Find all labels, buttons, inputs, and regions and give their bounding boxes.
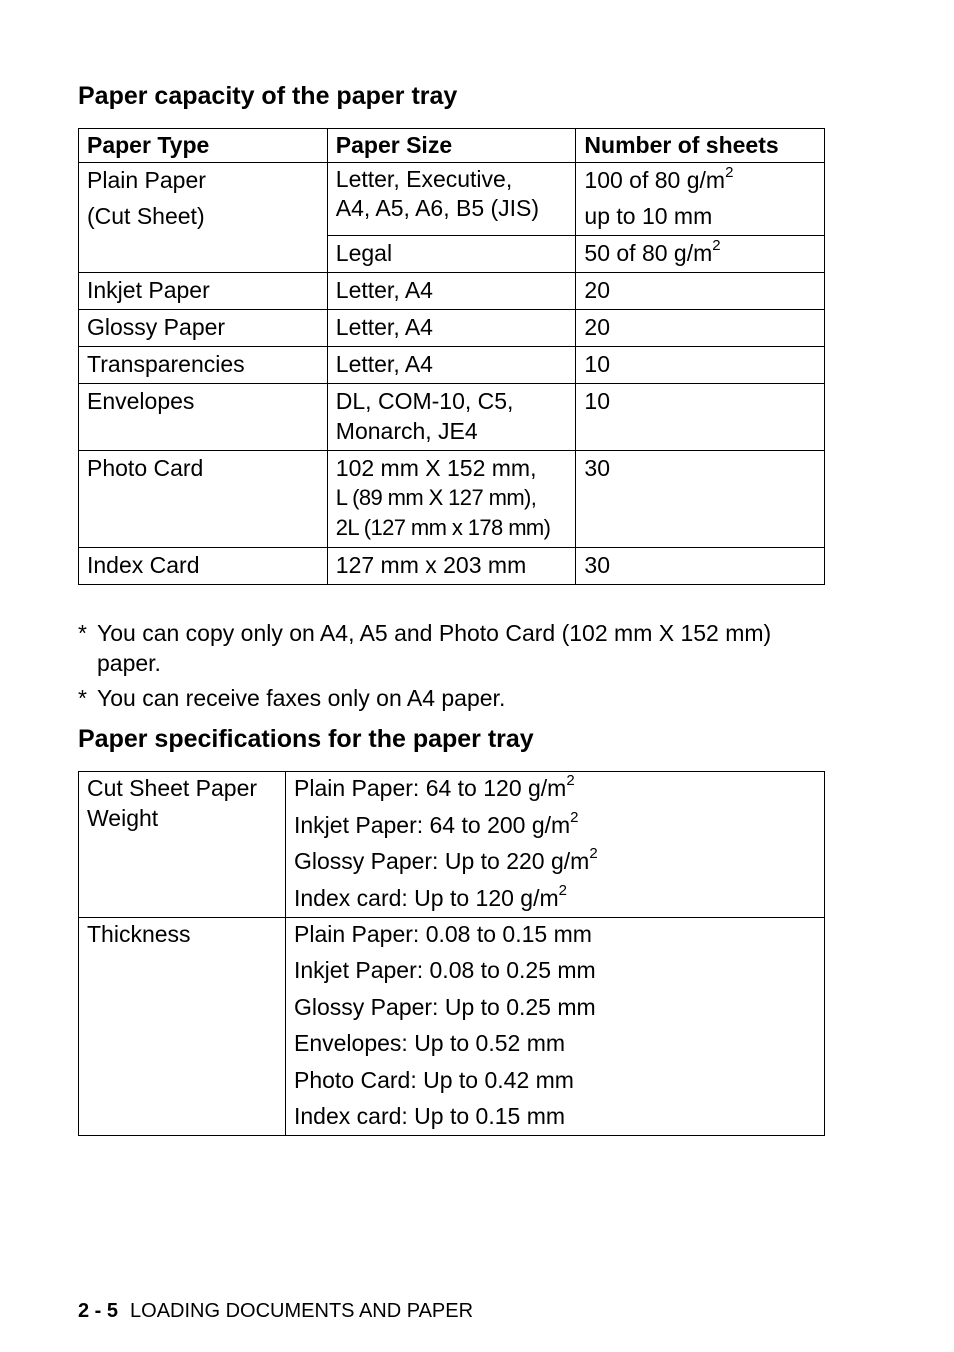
footnotes bbox=[78, 618, 838, 718]
asterisk-marker: * bbox=[78, 620, 87, 646]
cell-paper-size: Legal bbox=[327, 236, 576, 273]
table-row bbox=[79, 163, 825, 236]
cell-number-of-sheets: 100 of 80 $g/m^2$ up to 10 mm bbox=[576, 163, 825, 236]
footnote-text: You can receive faxes only on A4 paper. bbox=[97, 685, 506, 711]
cell-paper-size: Letter, A4 bbox=[327, 310, 576, 347]
cell-thickness-values: Plain Paper: 0.08 to 0.15 mm Inkjet Paper: 0.08 to 0.25 mm Glossy Paper: Up to 0.25 mm Envelopes: Up to 0.52 mm Photo Card: Up to 0.42 mm Index card: Up to 0.15 mm bbox=[286, 917, 825, 1136]
table-row bbox=[79, 917, 825, 1136]
column-header-paper-type: Paper Type bbox=[79, 129, 328, 163]
table-header-row bbox=[79, 129, 825, 163]
cell-paper-type: Transparencies bbox=[79, 347, 328, 384]
cut-sheet-label: (Cut Sheet) bbox=[87, 203, 205, 229]
cell-number-of-sheets: 30 bbox=[576, 451, 825, 548]
cell-weight-label: Cut Sheet Paper Weight bbox=[79, 772, 286, 918]
cell-paper-type: Glossy Paper bbox=[79, 310, 328, 347]
cell-number-of-sheets: 50 of 80 $g/m^2$ bbox=[576, 236, 825, 273]
table-row bbox=[79, 347, 825, 384]
plain-paper-label: Plain Paper bbox=[87, 167, 206, 193]
chapter-title: LOADING DOCUMENTS AND PAPER bbox=[130, 1300, 474, 1322]
cell-paper-type: Envelopes bbox=[79, 384, 328, 451]
footnote-item bbox=[78, 683, 838, 713]
cell-paper-size: Letter, A4 bbox=[327, 347, 576, 384]
table-row bbox=[79, 772, 825, 918]
column-header-number-of-sheets: Number of sheets bbox=[576, 129, 825, 163]
cell-paper-type bbox=[79, 163, 328, 273]
cell-paper-type: Inkjet Paper bbox=[79, 273, 328, 310]
table-row bbox=[79, 451, 825, 548]
cell-paper-size: DL, COM-10, C5, Monarch, JE4 bbox=[327, 384, 576, 451]
column-header-paper-size: Paper Size bbox=[327, 129, 576, 163]
page-footer bbox=[78, 1300, 473, 1323]
cell-paper-size: 102 mm X 152 mm, L (89 mm X 127 mm), 2L (127 mm x 178 mm) bbox=[327, 451, 576, 548]
section-heading-specifications: Paper specifications for the paper tray bbox=[78, 725, 534, 753]
footnote-item bbox=[78, 618, 838, 678]
cell-number-of-sheets: 10 bbox=[576, 347, 825, 384]
cell-paper-size: Letter, Executive, A4, A5, A6, B5 (JIS) bbox=[327, 163, 576, 236]
cell-thickness-label: Thickness bbox=[79, 917, 286, 1136]
table-row bbox=[79, 384, 825, 451]
cell-paper-size: Letter, A4 bbox=[327, 273, 576, 310]
cell-paper-type: Photo Card bbox=[79, 451, 328, 548]
footnote-text: You can copy only on A4, A5 and Photo Card (102 mm X 152 mm) paper. bbox=[97, 620, 772, 676]
cell-weight-values: Plain Paper: 64 to 120 $g/m^2$ Inkjet Paper: 64 to 200 $g/m^2$ Glossy Paper: Up to 220 $g/m^2$ Index card: Up to 120 $g/m^2$ bbox=[286, 772, 825, 918]
cell-paper-size: 127 mm x 203 mm bbox=[327, 548, 576, 585]
cell-number-of-sheets: 20 bbox=[576, 310, 825, 347]
table-row bbox=[79, 310, 825, 347]
paper-specifications-table bbox=[78, 771, 825, 1136]
cell-number-of-sheets: 30 bbox=[576, 548, 825, 585]
cell-paper-type: Index Card bbox=[79, 548, 328, 585]
table-row bbox=[79, 548, 825, 585]
paper-capacity-table bbox=[78, 128, 825, 585]
cell-number-of-sheets: 20 bbox=[576, 273, 825, 310]
cell-number-of-sheets: 10 bbox=[576, 384, 825, 451]
asterisk-marker: * bbox=[78, 685, 87, 711]
table-row bbox=[79, 273, 825, 310]
page-number: 2 - 5 bbox=[78, 1300, 119, 1322]
section-heading-capacity: Paper capacity of the paper tray bbox=[78, 82, 458, 110]
